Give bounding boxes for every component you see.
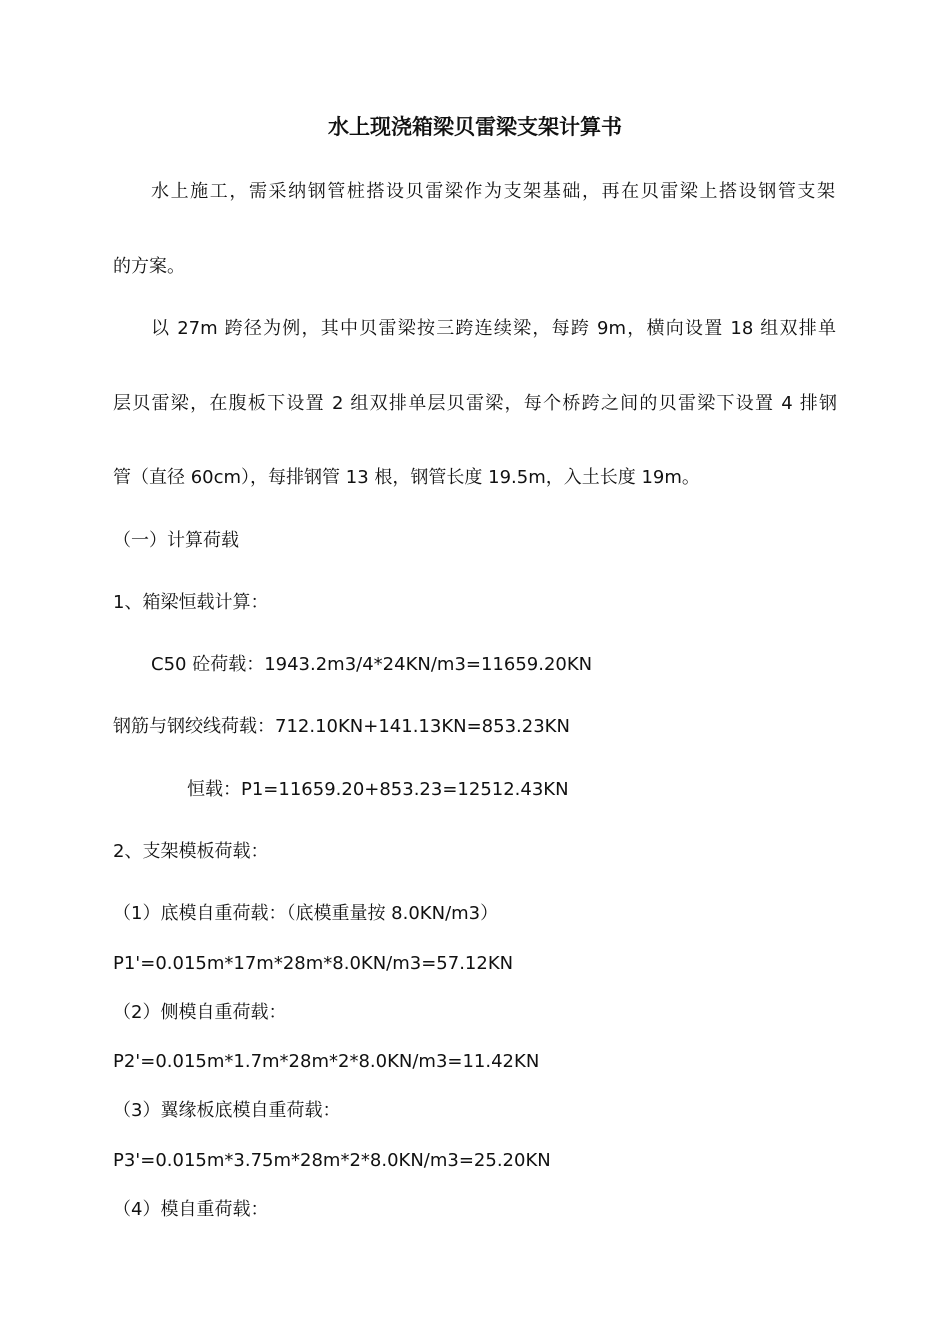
- subsection-heading: 2、支架模板荷载：: [113, 841, 269, 862]
- item-heading: （2）侧模自重荷载：: [113, 1002, 287, 1023]
- paragraph-line: 以 27m 跨径为例，其中贝雷梁按三跨连续梁，每跨 9m，横向设置 18 组双排单: [151, 318, 836, 339]
- document-title: 水上现浇箱梁贝雷梁支架计算书: [328, 115, 622, 139]
- paragraph-line: 水上施工，需采纳钢管桩搭设贝雷梁作为支架基础，再在贝雷梁上搭设钢管支架: [151, 181, 835, 202]
- item-heading: （3）翼缘板底模自重荷载：: [113, 1100, 341, 1121]
- subsection-heading: 1、箱梁恒载计算：: [113, 592, 269, 613]
- formula-line: C50 砼荷载：1943.2m3/4*24KN/m3=11659.20KN: [151, 654, 593, 675]
- section-heading: （一）计算荷载: [113, 530, 239, 551]
- formula-line: P1'=0.015m*17m*28m*8.0KN/m3=57.12KN: [113, 953, 514, 974]
- formula-line: 恒载：P1=11659.20+853.23=12512.43KN: [187, 779, 569, 800]
- item-heading: （1）底模自重荷载：（底模重量按 8.0KN/m3）: [113, 903, 499, 924]
- paragraph-line: 的方案。: [113, 256, 185, 277]
- paragraph-line: 管（直径 60cm），每排钢管 13 根，钢管长度 19.5m，入土长度 19m。: [113, 467, 700, 488]
- formula-line: P2'=0.015m*1.7m*28m*2*8.0KN/m3=11.42KN: [113, 1051, 540, 1072]
- formula-line: P3'=0.015m*3.75m*28m*2*8.0KN/m3=25.20KN: [113, 1150, 551, 1171]
- paragraph-line: 层贝雷梁，在腹板下设置 2 组双排单层贝雷梁，每个桥跨之间的贝雷梁下设置 4 排钢: [113, 393, 837, 414]
- item-heading: （4）模自重荷载：: [113, 1199, 269, 1220]
- formula-line: 钢筋与钢绞线荷载：712.10KN+141.13KN=853.23KN: [113, 716, 570, 737]
